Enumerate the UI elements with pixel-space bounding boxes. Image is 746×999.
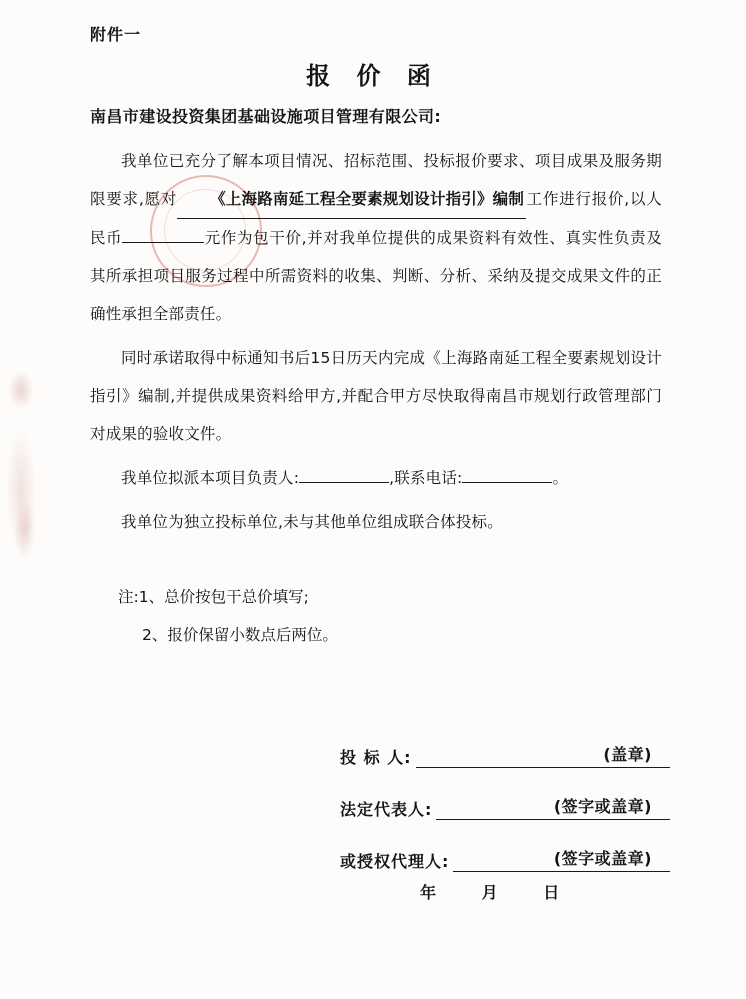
date-day: 日	[543, 883, 561, 902]
amount-blank[interactable]	[122, 242, 204, 243]
paragraph-3	[90, 459, 662, 497]
recipient-line: 南昌市建设投资集团基础设施项目管理有限公司:	[90, 107, 442, 126]
phone-blank[interactable]	[462, 482, 552, 483]
scan-artifact-icon	[6, 430, 36, 550]
manager-name-blank[interactable]	[299, 482, 389, 483]
signature-hint: (签字或盖章)	[553, 849, 652, 868]
paragraph-1-seg-2: 工作进行报价,以人民币	[90, 190, 662, 247]
scan-artifact-icon	[14, 500, 36, 560]
paragraph-2: 同时承诺取得中标通知书后15日历天内完成《上海路南延工程全要素规划设计指引》编制,并提供成果资料给甲方,并配合甲方尽快取得南昌市规划行政管理部门对成果的验收文件。	[90, 349, 662, 443]
signature-line[interactable]	[416, 742, 670, 768]
paragraph-3-seg-2: ,联系电话:	[389, 469, 463, 487]
signature-row-agent	[340, 846, 670, 872]
signature-label: 法定代表人:	[340, 800, 433, 819]
signature-row-bidder	[340, 742, 670, 768]
scan-artifact-icon	[8, 370, 34, 410]
signature-line[interactable]	[436, 794, 670, 820]
date-year: 年	[420, 883, 438, 902]
signature-hint: (签字或盖章)	[553, 797, 652, 816]
signature-hint: (盖章)	[603, 745, 652, 764]
attachment-label: 附件一	[90, 25, 142, 44]
signature-label: 投 标 人:	[340, 748, 412, 767]
paragraph-1-seg-3: 元作为包干价,并对我单位提供的成果资料有效性、真实性负责及其所承担项目服务过程中所需资料的收集、判断、分析、采纳及提交成果文件的正确性承担全部责任。	[90, 229, 662, 323]
note-item: 注:1、总价按包干总价填写;	[118, 588, 309, 606]
paragraph-3-seg-3: 。	[552, 469, 569, 487]
date-month: 月	[481, 883, 499, 902]
notes-block	[118, 578, 658, 654]
document-body	[90, 142, 662, 547]
paragraph-4: 我单位为独立投标单位,未与其他单位组成联合体投标。	[121, 513, 503, 531]
page-title: 报 价 函	[306, 62, 440, 90]
signature-label: 或授权代理人:	[340, 852, 450, 871]
project-name-blank[interactable]: 《上海路南延工程全要素规划设计指引》编制	[177, 180, 526, 219]
note-item: 2、报价保留小数点后两位。	[142, 626, 338, 644]
paragraph-1-seg-1: 我单位已充分了解本项目情况、招标范围、投标报价要求、项目成果及服务期限要求,愿对	[90, 152, 662, 208]
signature-block	[340, 742, 670, 898]
signature-line[interactable]	[453, 846, 670, 872]
paragraph-1	[90, 142, 662, 333]
signature-row-legal-rep	[340, 794, 670, 820]
paragraph-3-seg-1: 我单位拟派本项目负责人:	[121, 469, 300, 487]
date-line	[420, 880, 598, 903]
